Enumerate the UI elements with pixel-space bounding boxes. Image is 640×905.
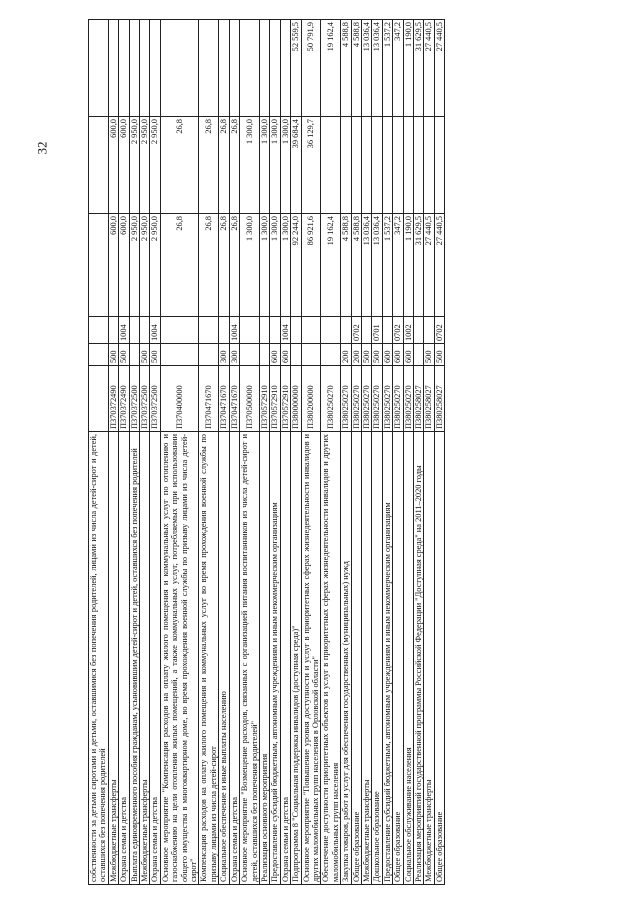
row-regional-cell <box>259 20 269 117</box>
row-total-cell: 13 036,4 <box>372 214 382 317</box>
row-expense-type-cell <box>301 344 321 366</box>
row-federal-cell: 2 950,0 <box>129 117 139 214</box>
table-row <box>321 20 341 885</box>
row-name-cell: Выплата единовременного пособия гражданам, усыновившим детей-сирот и детей, оставшихся без попечения родителей <box>129 432 139 885</box>
table-row <box>393 20 403 885</box>
row-regional-cell <box>160 20 199 117</box>
row-section-cell <box>361 317 371 344</box>
row-section-cell <box>321 317 341 344</box>
row-name-cell: Межбюджетные трансферты <box>140 432 150 885</box>
row-regional-cell: 1 537,2 <box>382 20 392 117</box>
row-expense-type-cell <box>259 344 269 366</box>
table-row <box>341 20 351 885</box>
row-federal-cell <box>414 117 424 214</box>
row-section-cell <box>219 317 229 344</box>
row-expense-type-cell: 300 <box>219 344 229 366</box>
row-federal-cell <box>321 117 341 214</box>
row-federal-cell: 26,8 <box>199 117 219 214</box>
row-regional-cell: 31 629,5 <box>414 20 424 117</box>
row-regional-cell <box>119 20 129 117</box>
row-total-cell: 600,0 <box>108 214 118 317</box>
row-section-cell <box>160 317 199 344</box>
table-row <box>259 20 269 885</box>
row-code-cell: П380250270 <box>382 366 392 432</box>
row-section-cell <box>140 317 150 344</box>
row-total-cell: 27 440,5 <box>434 214 444 317</box>
row-expense-type-cell <box>160 344 199 366</box>
row-name-cell: Общее образование <box>393 432 403 885</box>
row-section-cell: 1004 <box>280 317 290 344</box>
row-section-cell <box>301 317 321 344</box>
row-section-cell: 1002 <box>403 317 413 344</box>
row-regional-cell <box>89 20 109 117</box>
row-expense-type-cell: 500 <box>140 344 150 366</box>
row-section-cell: 0701 <box>372 317 382 344</box>
table-row <box>150 20 160 885</box>
row-name-cell: Дошкольное образование <box>372 432 382 885</box>
row-section-cell <box>270 317 280 344</box>
row-expense-type-cell: 500 <box>424 344 434 366</box>
row-expense-type-cell: 600 <box>403 344 413 366</box>
row-code-cell: П380258027 <box>414 366 424 432</box>
row-federal-cell: 36 129,7 <box>301 117 321 214</box>
row-name-cell: Межбюджетные трансферты <box>424 432 434 885</box>
row-code-cell: П370572910 <box>259 366 269 432</box>
row-section-cell <box>382 317 392 344</box>
row-total-cell: 26,8 <box>160 214 199 317</box>
row-total-cell: 86 921,6 <box>301 214 321 317</box>
row-regional-cell: 50 791,9 <box>301 20 321 117</box>
row-federal-cell: 2 950,0 <box>140 117 150 214</box>
row-section-cell <box>129 317 139 344</box>
table-row <box>403 20 413 885</box>
row-federal-cell <box>382 117 392 214</box>
row-total-cell: 1 300,0 <box>259 214 269 317</box>
row-total-cell: 4 588,8 <box>341 214 351 317</box>
row-total-cell: 19 162,4 <box>321 214 341 317</box>
row-federal-cell: 1 300,0 <box>259 117 269 214</box>
row-total-cell: 4 588,8 <box>351 214 361 317</box>
row-federal-cell: 39 684,4 <box>291 117 301 214</box>
row-name-cell: Охрана семьи и детства <box>150 432 160 885</box>
row-section-cell <box>424 317 434 344</box>
row-federal-cell: 600,0 <box>108 117 118 214</box>
row-code-cell: П380000000 <box>291 366 301 432</box>
rotated-table-wrapper <box>88 20 445 885</box>
row-name-cell: Социальное обеспечение и иные выплаты населению <box>219 432 229 885</box>
row-name-cell: Закупка товаров, работ и услуг для обеспечения государственных (муниципальных) нужд <box>341 432 351 885</box>
row-section-cell <box>259 317 269 344</box>
row-code-cell: П380250270 <box>341 366 351 432</box>
row-name-cell: Предоставление субсидий бюджетным, автономным учреждениям и иным некоммерческим организациям <box>382 432 392 885</box>
row-code-cell: П380258027 <box>434 366 444 432</box>
row-total-cell: 2 950,0 <box>140 214 150 317</box>
row-expense-type-cell <box>129 344 139 366</box>
row-total-cell <box>89 214 109 317</box>
row-code-cell: П370500000 <box>240 366 260 432</box>
row-total-cell: 92 244,0 <box>291 214 301 317</box>
row-expense-type-cell: 600 <box>393 344 403 366</box>
table-row <box>240 20 260 885</box>
row-code-cell: П370400000 <box>160 366 199 432</box>
row-federal-cell: 1 300,0 <box>240 117 260 214</box>
row-name-cell: Основное мероприятие "Возмещение расходов, связанных с организацией питания воспитанников из числа детей-сирот и детей, оставшихся без попечения родителей" <box>240 432 260 885</box>
row-name-cell: Охрана семьи и детства <box>280 432 290 885</box>
row-code-cell: П370572910 <box>280 366 290 432</box>
row-name-cell: Охрана семьи и детства <box>229 432 239 885</box>
table-row <box>424 20 434 885</box>
row-total-cell: 2 950,0 <box>129 214 139 317</box>
row-federal-cell <box>361 117 371 214</box>
row-regional-cell: 13 036,4 <box>361 20 371 117</box>
row-section-cell <box>341 317 351 344</box>
row-name-cell: Основное мероприятие "Повышение уровня доступности и услуг в приоритетных сферах жизнедеятельности инвалидов и других маломобильных групп населения в Орловской области" <box>301 432 321 885</box>
row-section-cell: 0702 <box>393 317 403 344</box>
row-federal-cell <box>424 117 434 214</box>
row-regional-cell: 347,2 <box>393 20 403 117</box>
row-regional-cell <box>150 20 160 117</box>
row-section-cell: 1004 <box>119 317 129 344</box>
row-name-cell: Компенсация расходов на оплату жилого помещения и коммунальных услуг во время прохождения военной службы по призыву лицами из числа детей-сирот <box>199 432 219 885</box>
row-section-cell: 0702 <box>434 317 444 344</box>
table-row <box>351 20 361 885</box>
table-row <box>301 20 321 885</box>
table-row <box>199 20 219 885</box>
row-federal-cell: 26,8 <box>219 117 229 214</box>
row-total-cell: 13 036,4 <box>361 214 371 317</box>
row-regional-cell <box>280 20 290 117</box>
row-section-cell <box>108 317 118 344</box>
row-federal-cell <box>89 117 109 214</box>
row-name-cell: Охрана семьи и детства <box>119 432 129 885</box>
row-federal-cell: 26,8 <box>160 117 199 214</box>
row-section-cell <box>414 317 424 344</box>
row-name-cell: Подпрограмма 8 "Социальная поддержка инвалидов (доступная среда)" <box>291 432 301 885</box>
row-code-cell: П380250270 <box>321 366 341 432</box>
row-expense-type-cell: 600 <box>280 344 290 366</box>
row-total-cell: 1 190,0 <box>403 214 413 317</box>
row-regional-cell: 19 162,4 <box>321 20 341 117</box>
row-code-cell: П380250270 <box>393 366 403 432</box>
row-federal-cell <box>341 117 351 214</box>
table-row <box>229 20 239 885</box>
row-regional-cell: 13 036,4 <box>372 20 382 117</box>
row-total-cell: 600,0 <box>119 214 129 317</box>
row-federal-cell: 1 300,0 <box>280 117 290 214</box>
row-expense-type-cell: 300 <box>229 344 239 366</box>
row-regional-cell: 27 440,5 <box>424 20 434 117</box>
row-section-cell <box>240 317 260 344</box>
row-code-cell: П370471670 <box>229 366 239 432</box>
row-expense-type-cell: 500 <box>108 344 118 366</box>
row-regional-cell <box>129 20 139 117</box>
row-total-cell: 31 629,5 <box>414 214 424 317</box>
row-total-cell: 26,8 <box>219 214 229 317</box>
table-row <box>160 20 199 885</box>
table-row <box>361 20 371 885</box>
table-row <box>372 20 382 885</box>
row-code-cell: П370372500 <box>140 366 150 432</box>
row-regional-cell <box>240 20 260 117</box>
row-expense-type-cell: 200 <box>341 344 351 366</box>
table-row <box>382 20 392 885</box>
row-name-cell: Реализация мероприятий государственной программы Российской Федерации "Доступная среда" на 2011–2020 годы <box>414 432 424 885</box>
row-regional-cell: 27 440,5 <box>434 20 444 117</box>
row-regional-cell <box>219 20 229 117</box>
table-row <box>434 20 444 885</box>
row-federal-cell: 1 300,0 <box>270 117 280 214</box>
row-expense-type-cell: 500 <box>150 344 160 366</box>
row-code-cell: П380200000 <box>301 366 321 432</box>
row-federal-cell: 600,0 <box>119 117 129 214</box>
row-regional-cell <box>270 20 280 117</box>
row-total-cell: 347,2 <box>393 214 403 317</box>
table-row <box>270 20 280 885</box>
page-number: 32 <box>34 141 50 155</box>
row-total-cell: 26,8 <box>229 214 239 317</box>
row-federal-cell <box>393 117 403 214</box>
row-expense-type-cell: 500 <box>372 344 382 366</box>
table-row <box>291 20 301 885</box>
row-total-cell: 26,8 <box>199 214 219 317</box>
budget-table <box>88 19 445 885</box>
row-federal-cell <box>434 117 444 214</box>
table-row <box>280 20 290 885</box>
row-code-cell: П370471670 <box>199 366 219 432</box>
row-name-cell: Общее образование <box>351 432 361 885</box>
table-row <box>108 20 118 885</box>
row-section-cell: 1004 <box>229 317 239 344</box>
row-expense-type-cell <box>89 344 109 366</box>
table-row <box>89 20 109 885</box>
row-expense-type-cell: 200 <box>351 344 361 366</box>
row-name-cell: Межбюджетные трансферты <box>108 432 118 885</box>
row-expense-type-cell: 600 <box>382 344 392 366</box>
row-regional-cell <box>199 20 219 117</box>
row-name-cell: Основное мероприятие "Компенсация расходов на оплату жилого помещения и коммунальных услуг по отоплению и газоснабжению на цели отопления жилых помещений, а также коммунальных услуг, потребляемых при использовании общего имущества в многоквартирном доме, во время прохождения военной службы по призыву лицами из числа детей-сирот" <box>160 432 199 885</box>
row-expense-type-cell: 500 <box>361 344 371 366</box>
row-code-cell <box>89 366 109 432</box>
row-expense-type-cell <box>414 344 424 366</box>
row-code-cell: П370372500 <box>129 366 139 432</box>
row-regional-cell <box>229 20 239 117</box>
row-expense-type-cell <box>321 344 341 366</box>
row-expense-type-cell <box>291 344 301 366</box>
table-row <box>219 20 229 885</box>
row-name-cell: Предоставление субсидий бюджетным, автономным учреждениям и иным некоммерческим организациям <box>270 432 280 885</box>
row-expense-type-cell: 500 <box>119 344 129 366</box>
row-name-cell: Общее образование <box>434 432 444 885</box>
row-total-cell: 2 950,0 <box>150 214 160 317</box>
row-expense-type-cell <box>240 344 260 366</box>
row-total-cell: 1 300,0 <box>280 214 290 317</box>
row-regional-cell <box>108 20 118 117</box>
table-row <box>129 20 139 885</box>
table-row <box>140 20 150 885</box>
row-expense-type-cell: 500 <box>434 344 444 366</box>
row-section-cell <box>89 317 109 344</box>
budget-table-body <box>89 20 445 885</box>
row-expense-type-cell <box>199 344 219 366</box>
row-code-cell: П380250270 <box>361 366 371 432</box>
row-total-cell: 27 440,5 <box>424 214 434 317</box>
row-regional-cell <box>140 20 150 117</box>
row-code-cell: П380250270 <box>351 366 361 432</box>
row-code-cell: П370372490 <box>108 366 118 432</box>
row-code-cell: П370372490 <box>119 366 129 432</box>
row-federal-cell: 26,8 <box>229 117 239 214</box>
row-code-cell: П370572910 <box>270 366 280 432</box>
row-code-cell: П380250270 <box>372 366 382 432</box>
row-federal-cell: 2 950,0 <box>150 117 160 214</box>
row-name-cell: Обеспечение доступности приоритетных объектов и услуг в приоритетных сферах жизнедеятельности инвалидов и других маломобильных групп населения <box>321 432 341 885</box>
row-regional-cell: 4 588,8 <box>341 20 351 117</box>
row-federal-cell <box>351 117 361 214</box>
row-code-cell: П370372500 <box>150 366 160 432</box>
row-section-cell <box>291 317 301 344</box>
row-section-cell: 1004 <box>150 317 160 344</box>
row-section-cell <box>199 317 219 344</box>
row-total-cell: 1 300,0 <box>270 214 280 317</box>
row-code-cell: П380250270 <box>403 366 413 432</box>
row-name-cell: Реализация основного мероприятия <box>259 432 269 885</box>
row-regional-cell: 52 559,5 <box>291 20 301 117</box>
row-total-cell: 1 537,2 <box>382 214 392 317</box>
row-name-cell: собственности за детьми сиротами и детьми, оставшимися без попечения родителей, лицами из числа детей-сирот и детей, оставшихся без попечения родителей <box>89 432 109 885</box>
table-row <box>414 20 424 885</box>
row-name-cell: Межбюджетные трансферты <box>361 432 371 885</box>
row-section-cell: 0702 <box>351 317 361 344</box>
row-total-cell: 1 300,0 <box>240 214 260 317</box>
row-code-cell: П370471670 <box>219 366 229 432</box>
row-expense-type-cell: 600 <box>270 344 280 366</box>
table-row <box>119 20 129 885</box>
row-regional-cell: 4 588,8 <box>351 20 361 117</box>
row-federal-cell <box>403 117 413 214</box>
row-code-cell: П380258027 <box>424 366 434 432</box>
row-regional-cell: 1 190,0 <box>403 20 413 117</box>
row-name-cell: Социальное обслуживание населения <box>403 432 413 885</box>
row-federal-cell <box>372 117 382 214</box>
